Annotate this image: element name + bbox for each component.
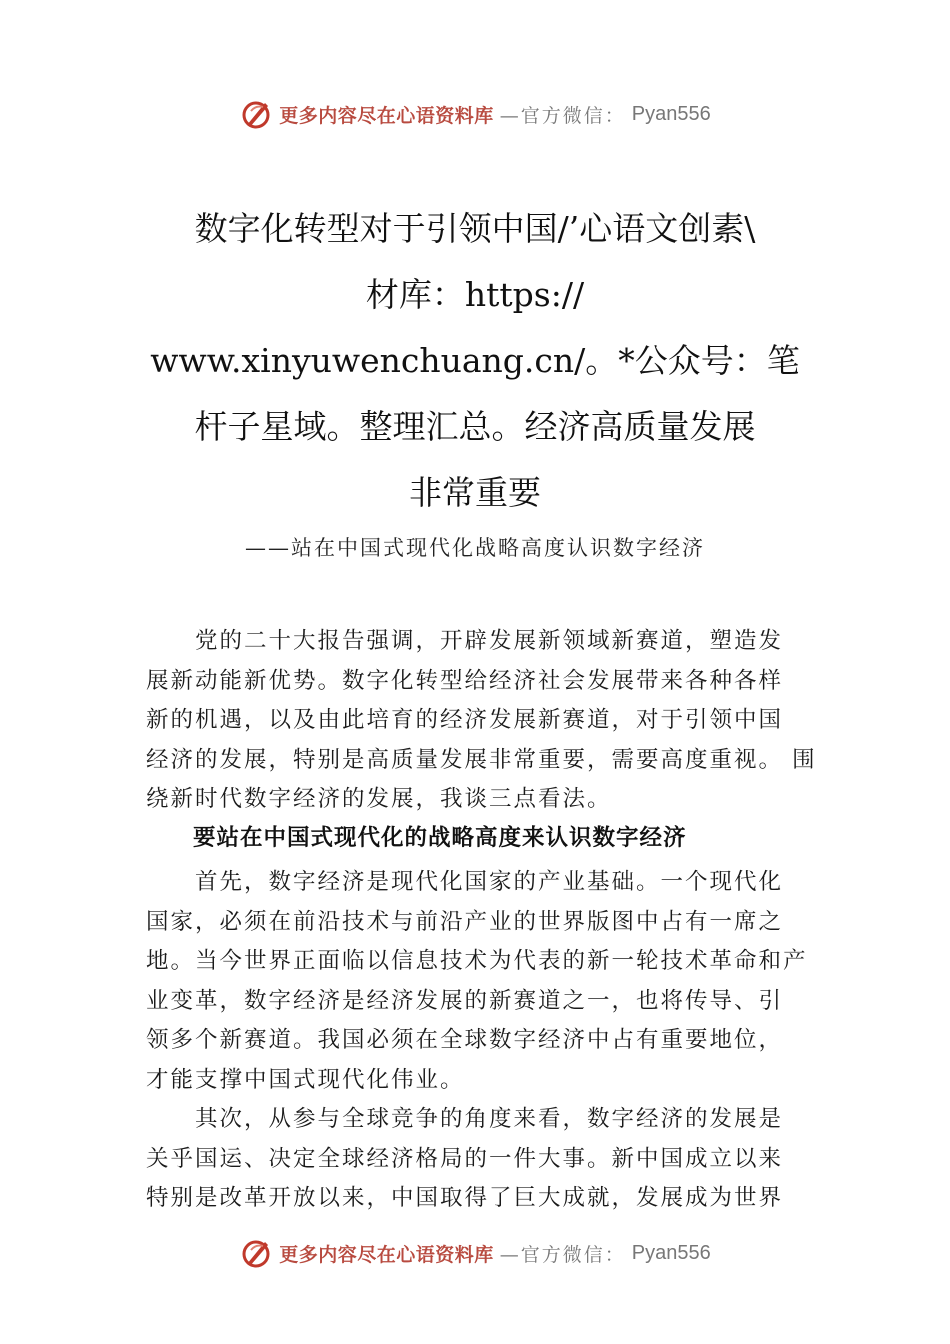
quill-logo-icon [239,1236,273,1270]
paragraph-line: 地。当今世界正面临以信息技术为代表的新一轮技术革命和产 [146,948,808,974]
banner-red-text: 更多内容尽在心语资料库 [279,104,494,127]
paragraph-1 [146,622,826,820]
footer-banner [0,1233,950,1273]
paragraph-line: 经济的发展，特别是高质量发展非常重要，需要高度重视。 围 [146,746,817,773]
title-line: www.xinyuwenchuang.cn/。*公众号：笔 [150,341,800,380]
document-title [150,196,800,526]
title-line: 材库：https:// [365,275,585,314]
title-line: 数字化转型对于引领中国/’心语文创素\ [194,209,756,248]
banner-wechat-id: Pyan556 [631,102,711,125]
paragraph-line: 业变革，数字经济是经济发展的新赛道之一，也将传导、引 [146,987,784,1014]
paragraph-line: 其次，从参与全球竞争的角度来看，数字经济的发展是 [146,1106,784,1132]
paragraph-2 [146,863,826,1100]
section-heading-text: 要站在中国式现代化的战略高度来认识数字经济 [146,825,687,851]
title-line: 杆子星域。整理汇总。经济高质量发展 [194,407,756,446]
paragraph-line: 关乎国运、决定全球经济格局的一件大事。新中国成立以来 [146,1145,784,1172]
paragraph-line: 才能支撑中国式现代化伟业。 [146,1066,465,1093]
banner-wechat-id: Pyan556 [631,1241,711,1264]
banner-gray-text: —官方微信： [499,1243,626,1266]
section-heading [146,819,826,859]
banner-red-text: 更多内容尽在心语资料库 [279,1243,494,1266]
quill-logo-icon [239,97,273,131]
paragraph-line: 首先，数字经济是现代化国家的产业基础。一个现代化 [146,869,784,895]
paragraph-line: 新的机遇，以及由此培育的经济发展新赛道，对于引领中国 [146,707,784,733]
document-subtitle: ——站在中国式现代化战略高度认识数字经济 [245,536,705,560]
header-banner [0,94,950,134]
banner-gray-text: —官方微信： [499,104,626,127]
paragraph-3 [146,1100,826,1219]
paragraph-line: 党的二十大报告强调，开辟发展新领域新赛道，塑造发 [146,628,784,654]
paragraph-line: 特别是改革开放以来，中国取得了巨大成就，发展成为世界 [146,1185,784,1211]
paragraph-line: 国家，必须在前沿技术与前沿产业的世界版图中占有一席之 [146,908,784,935]
paragraph-line: 领多个新赛道。我国必须在全球数字经济中占有重要地位， [146,1027,784,1053]
paragraph-line: 展新动能新优势。数字化转型给经济社会发展带来各种各样 [146,667,784,694]
paragraph-line: 绕新时代数字经济的发展，我谈三点看法。 [146,786,612,812]
title-line: 非常重要 [409,473,541,512]
